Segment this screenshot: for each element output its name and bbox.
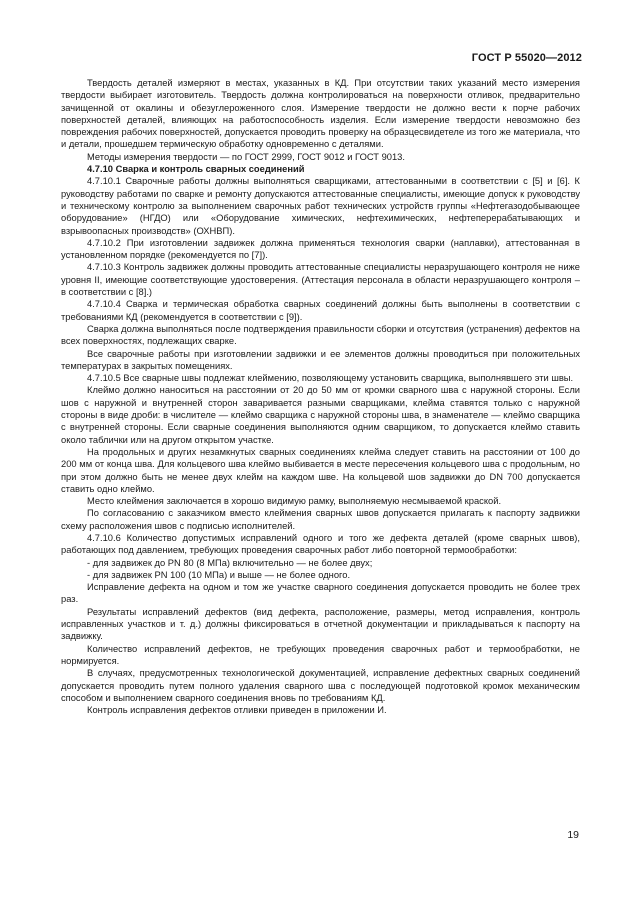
section-heading: 4.7.10 Сварка и контроль сварных соединений — [87, 164, 305, 175]
body-text — [61, 77, 580, 716]
paragraph: Клеймо должно наноситься на расстоянии от 20 до 50 мм от кромки сварного шва с наружной стороны. Если шов с наружной и внутренней сторон заваривается разными сварщиками, клейма ставятся только с наружной стороны в виде дроби: в числителе — клеймо сварщика с наружной стороны шва, в знаменателе — клеймо сварщика с внутренней стороны. Если сварные соединения выполняются одним сварщиком, то допускается клеймо ставить около таблички или на другом открытом участке. — [61, 385, 580, 445]
paragraph: В случаях, предусмотренных технологической документацией, исправление дефектных сварных соединений допускается проводить путем полного удаления сварного шва с последующей подготовкой кромок механическим способом и выполнением сварного соединения вновь по требованиям КД. — [61, 668, 580, 703]
document-id-header: ГОСТ Р 55020—2012 — [471, 52, 582, 64]
paragraph: Количество исправлений дефектов, не требующих проведения сварочных работ и термообработки, не нормируется. — [61, 643, 580, 666]
paragraph: Твердость деталей измеряют в местах, указанных в КД. При отсутствии таких указаний место измерения твердости выбирает изготовитель. Твердость должна контролироваться на поверхности отливок, предварительно зачищенной от окалины и обезуглероженного слоя. Измерение твердости не должно вести к порче рабочих поверхностей деталей, влияющих на работоспособность изделия. Если измерение твердости невозможно без повреждения рабочих поверхностей, допускается проводить проверку на образцесвидетеле из того же материала, что и детали, прошедшем термическую обработку одновременно с деталями. — [61, 78, 580, 150]
page-number: 19 — [567, 829, 579, 841]
paragraph: Контроль исправления дефектов отливки приведен в приложении И. — [87, 705, 387, 716]
paragraph: Методы измерения твердости — по ГОСТ 2999, ГОСТ 9012 и ГОСТ 9013. — [87, 151, 405, 162]
paragraph: Результаты исправлений дефектов (вид дефекта, расположение, размеры, метод исправления, контроль исправленных участков и т. д.) должны фиксироваться в отчетной документации и прикладываться к паспорту на задвижку. — [61, 606, 580, 642]
paragraph: 4.7.10.6 Количество допустимых исправлений одного и того же дефекта деталей (кроме сварных швов), работающих под давлением, требующих проведения сварочных работ либо повторной термообработки: — [61, 532, 580, 556]
paragraph: 4.7.10.5 Все сварные швы подлежат клеймению, позволяющему установить сварщика, выполнявшего эти швы. — [87, 373, 574, 384]
paragraph: Исправление дефекта на одном и том же участке сварного соединения допускается проводить не более трех раз. — [61, 582, 580, 605]
paragraph: Все сварочные работы при изготовлении задвижки и ее элементов должны проводиться при положительных температурах в закрытых помещениях. — [61, 348, 580, 371]
paragraph: На продольных и других незамкнутых сварных соединениях клейма следует ставить на расстоянии от 100 до 200 мм от конца шва. Для кольцевого шва клеймо выбивается в месте пересечения кольцевого шва с продольным, но при этом должно быть не менее двух клейм на каждом шве. На кольцевой шов задвижки до DN 700 допускается ставить одно клеймо. — [61, 446, 580, 494]
paragraph: Сварка должна выполняться после подтверждения правильности сборки и отсутствия (устранения) дефектов на всех поверхностях, подлежащих сварке. — [61, 323, 580, 347]
list-item: - для задвижек до PN 80 (8 МПа) включительно — не более двух; — [87, 557, 373, 568]
list-item: - для задвижек PN 100 (10 МПа) и выше — не более одного. — [87, 569, 351, 580]
paragraph: 4.7.10.1 Сварочные работы должны выполняться сварщиками, аттестованными в соответствии с [5] и [6]. К руководству работами по сварке и ремонту допускаются аттестованные специалисты, имеющие допуск к руководству и техническому контролю за выполнением сварочных работ технических устройств группы «Нефтегазодобывающее оборудование» (НГДО) или «Оборудование химических, нефтехимических, нефтеперерабатывающих и взрывоопасных производств» (ОХНВП). — [61, 176, 580, 236]
paragraph: 4.7.10.4 Сварка и термическая обработка сварных соединений должны быть выполнены в соответствии с требованиями КД (рекомендуется в соответствии с [9]). — [61, 299, 580, 322]
paragraph: 4.7.10.3 Контроль задвижек должны проводить аттестованные специалисты неразрушающего контроля не ниже уровня II, имеющие соответствующие удостоверения. (Аттестация персонала в области неразрушающего контроля – в соответствии с [8].) — [61, 262, 580, 298]
paragraph: Место клеймения заключается в хорошо видимую рамку, выполняемую несмываемой краской. — [87, 496, 502, 507]
paragraph: 4.7.10.2 При изготовлении задвижек должна применяться технология сварки (наплавки), аттестованная в установленном порядке (рекомендуется по [7]). — [61, 237, 580, 261]
paragraph: По согласованию с заказчиком вместо клеймения сварных швов допускается прилагать к паспорту задвижки схему расположения швов с подписью исполнителей. — [61, 508, 580, 531]
